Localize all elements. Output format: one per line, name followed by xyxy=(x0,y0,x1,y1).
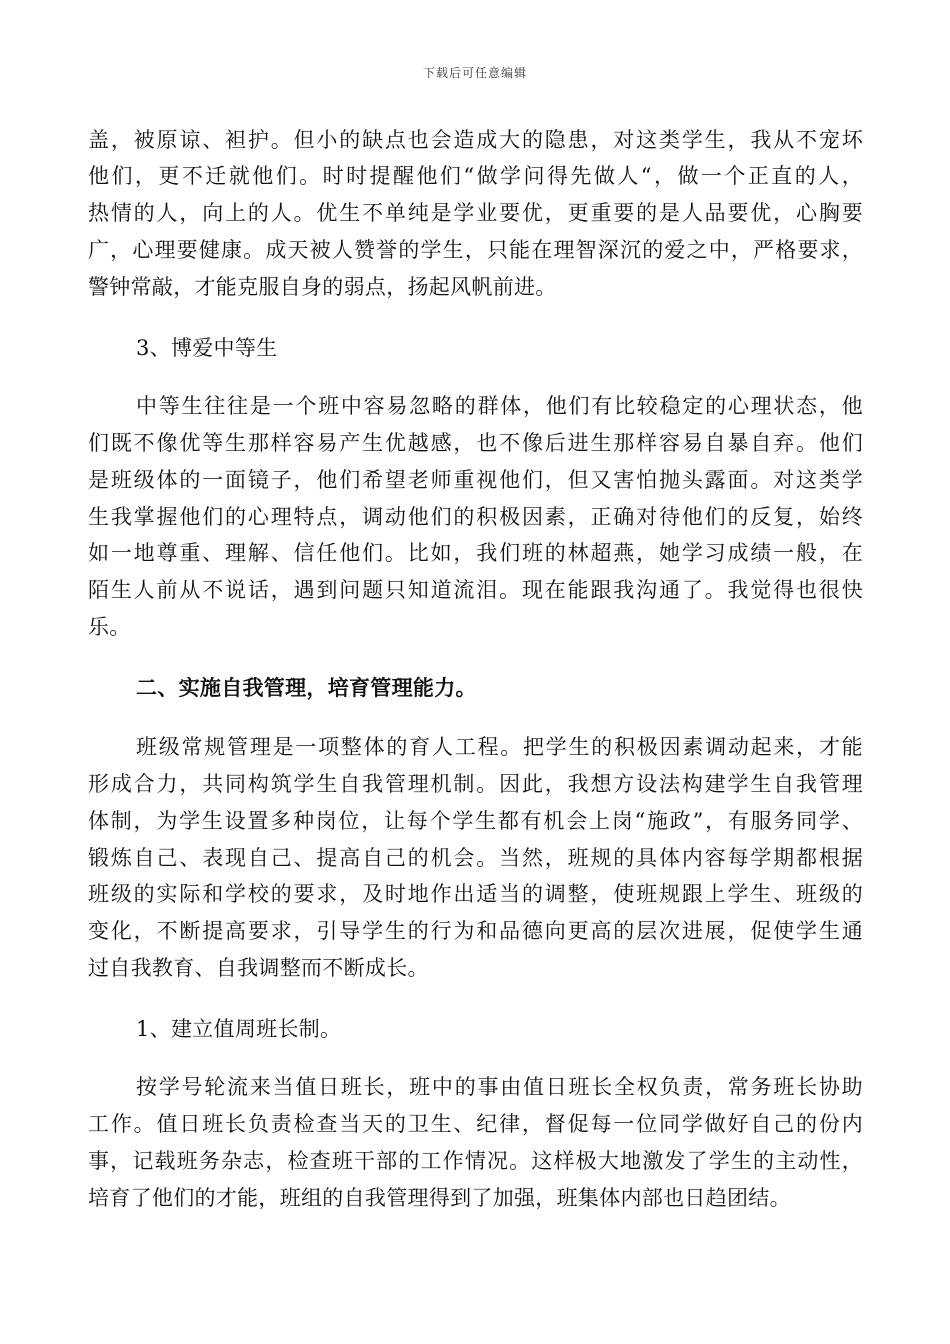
text-line: 陌生人前从不说话，遇到问题只知道流泪。现在能跟我沟通了。我觉得也很快 xyxy=(88,578,863,602)
subsection-heading: 1、建立值周班长制。 xyxy=(136,1017,342,1041)
text-line: 班级常规管理是一项整体的育人工程。把学生的积极因素调动起来，才能 xyxy=(136,735,863,759)
text-line: 们既不像优等生那样容易产生优越感，也不像后进生那样容易自暴自弃。他们 xyxy=(88,431,863,455)
text-line: 工作。值日班长负责检查当天的卫生、纪律，督促每一位同学做好自己的份内 xyxy=(88,1112,863,1136)
text-line: 体制，为学生设置多种岗位，让每个学生都有机会上岗“施政”，有服务同学、 xyxy=(88,809,863,833)
text-line: 热情的人，向上的人。优生不单纯是学业要优，更重要的是人品要优，心胸要 xyxy=(88,201,863,225)
text-line: 事，记载班务杂志，检查班干部的工作情况。这样极大地激发了学生的主动性， xyxy=(88,1149,863,1173)
text-line: 警钟常敲，才能克服自身的弱点，扬起风帆前进。 xyxy=(88,275,557,299)
section-heading: 二、实施自我管理，培育管理能力。 xyxy=(136,675,477,700)
text-line: 盖，被原谅、袒护。但小的缺点也会造成大的隐患，对这类学生，我从不宠坏 xyxy=(88,128,863,152)
page-header: 下载后可任意编辑 xyxy=(422,66,527,80)
text-line: 他们，更不迁就他们。时时提醒他们“做学问得先做人“，做一个正直的人， xyxy=(88,164,863,188)
text-line: 如一地尊重、理解、信任他们。比如，我们班的林超燕，她学习成绩一般，在 xyxy=(88,541,863,565)
text-line: 锻炼自己、表现自己、提高自己的机会。当然，班规的具体内容每学期都根据 xyxy=(88,846,863,870)
text-line: 广，心理要健康。成天被人赞誉的学生，只能在理智深沉的爱之中，严格要求， xyxy=(88,238,863,262)
text-line: 形成合力，共同构筑学生自我管理机制。因此，我想方设法构建学生自我管理 xyxy=(88,772,863,796)
text-line: 班级的实际和学校的要求，及时地作出适当的调整，使班规跟上学生、班级的 xyxy=(88,882,863,906)
text-line: 是班级体的一面镜子，他们希望老师重视他们，但又害怕抛头露面。对这类学 xyxy=(88,468,863,492)
text-line: 中等生往往是一个班中容易忽略的群体，他们有比较稳定的心理状态，他 xyxy=(136,394,863,418)
text-line: 过自我教育、自我调整而不断成长。 xyxy=(88,956,429,980)
text-line: 变化，不断提高要求，引导学生的行为和品德向更高的层次进展，促使学生通 xyxy=(88,919,863,943)
text-line: 培育了他们的才能，班组的自我管理得到了加强，班集体内部也日趋团结。 xyxy=(88,1186,791,1210)
text-line: 乐。 xyxy=(88,615,131,639)
text-line: 生我掌握他们的心理特点，调动他们的积极因素，正确对待他们的反复，始终 xyxy=(88,505,863,529)
text-line: 按学号轮流来当值日班长，班中的事由值日班长全权负责，常务班长协助 xyxy=(136,1075,863,1099)
subsection-heading: 3、博爱中等生 xyxy=(136,336,278,360)
